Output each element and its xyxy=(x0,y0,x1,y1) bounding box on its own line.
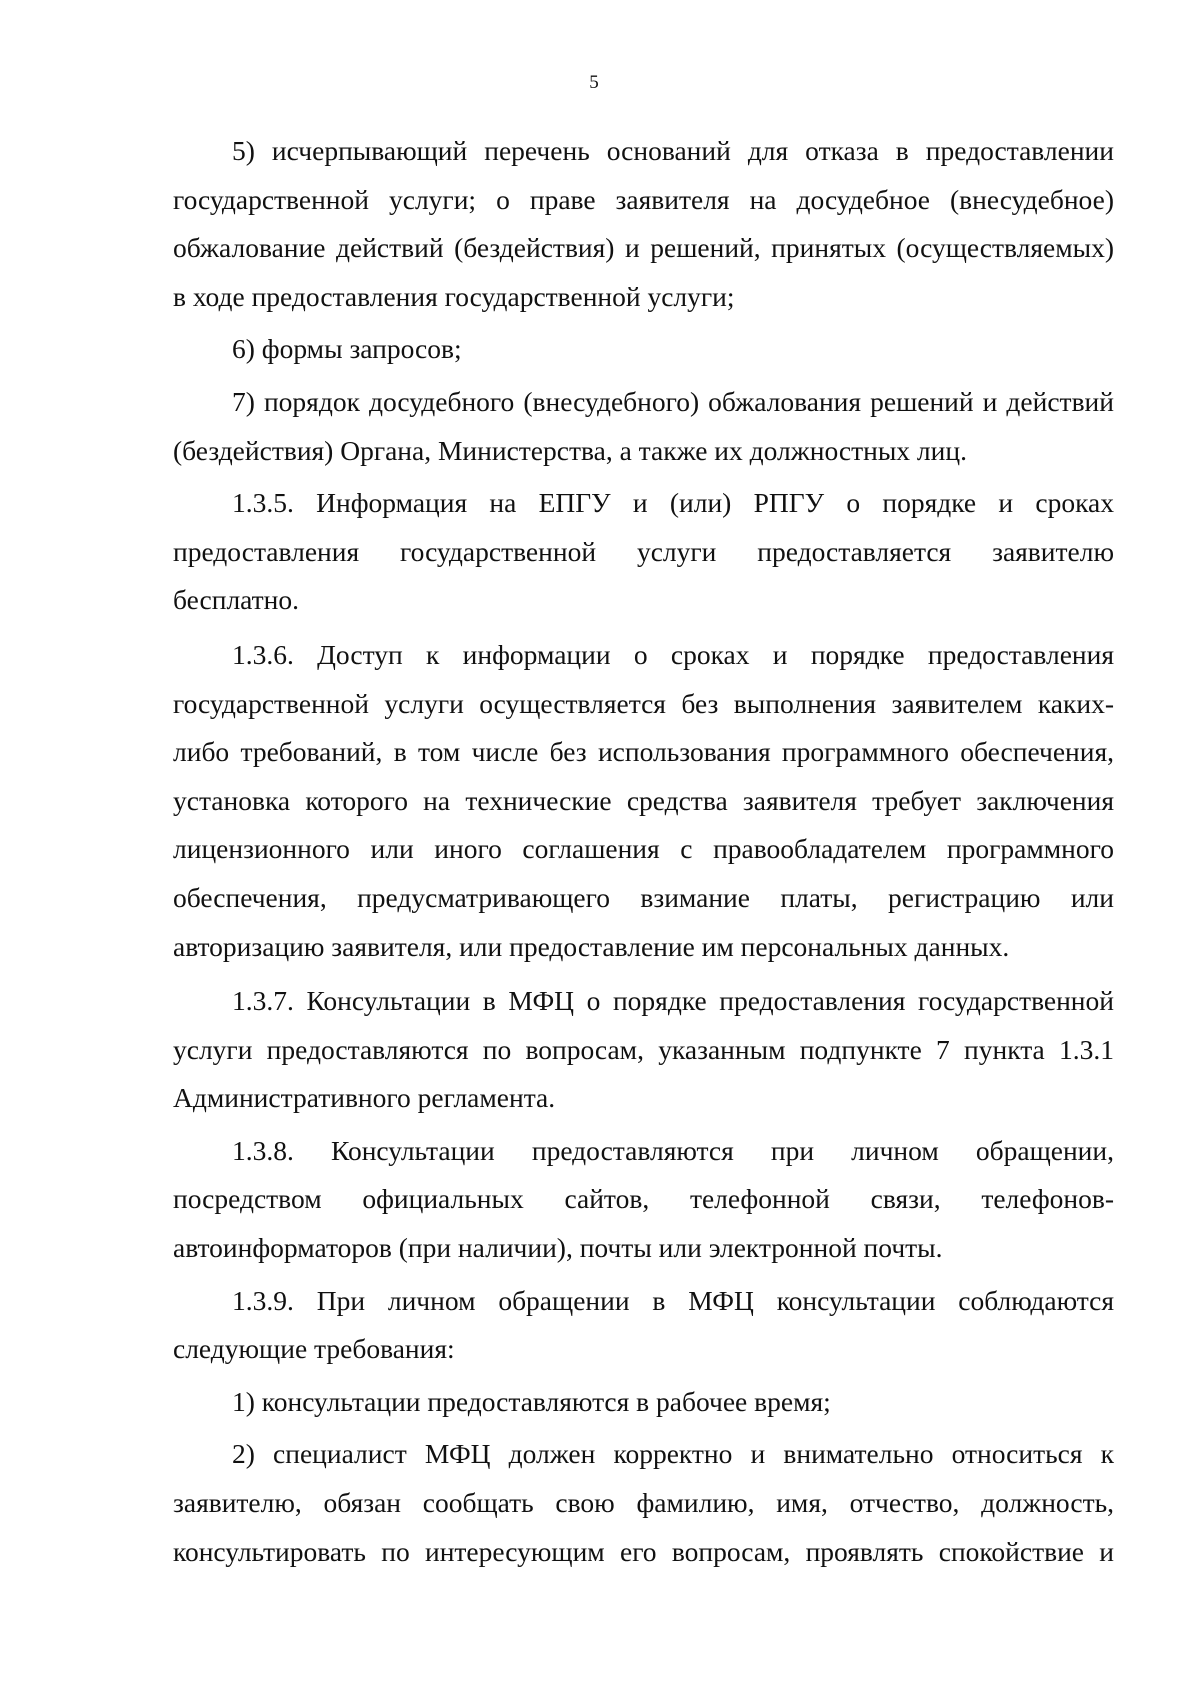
text-line: обжалование действий (бездействия) и решений, принятых (осуществляемых) xyxy=(173,232,1114,264)
text-line: либо требований, в том числе без использования программного обеспечения, xyxy=(173,736,1114,768)
text-line: в ходе предоставления государственной услуги; xyxy=(173,280,735,312)
paragraph xyxy=(173,378,1114,475)
text-line: следующие требования: xyxy=(173,1333,455,1365)
text-line: 1.3.9. При личном обращении в МФЦ консультации соблюдаются xyxy=(232,1284,1114,1316)
text-line: лицензионного или иного соглашения с правообладателем программного xyxy=(173,833,1114,865)
paragraph xyxy=(173,325,1114,374)
text-line: услуги предоставляются по вопросам, указанным подпункте 7 пункта 1.3.1 xyxy=(173,1033,1114,1065)
text-line: государственной услуги осуществляется без выполнения заявителем каких- xyxy=(173,687,1114,719)
paragraph xyxy=(173,1430,1114,1576)
paragraph xyxy=(173,631,1114,971)
text-line: 1.3.8. Консультации предоставляются при личном обращении, xyxy=(232,1134,1114,1166)
text-line: 1) консультации предоставляются в рабочее время; xyxy=(232,1385,831,1417)
paragraph xyxy=(173,479,1114,625)
document-body xyxy=(173,127,1114,1576)
text-line: 7) порядок досудебного (внесудебного) обжалования решений и действий xyxy=(232,385,1114,417)
text-line: 1.3.5. Информация на ЕПГУ и (или) РПГУ о порядке и сроках xyxy=(232,487,1114,519)
text-line: бесплатно. xyxy=(173,584,300,616)
text-line: государственной услуги; о праве заявителя на досудебное (внесудебное) xyxy=(173,183,1114,215)
text-line: 2) специалист МФЦ должен корректно и внимательно относиться к xyxy=(232,1438,1114,1470)
text-line: консультировать по интересующим его вопросам, проявлять спокойствие и xyxy=(173,1535,1114,1567)
page-number: 5 xyxy=(589,72,599,93)
text-line: 5) исчерпывающий перечень оснований для отказа в предоставлении xyxy=(232,135,1114,166)
text-line: посредством официальных сайтов, телефонной связи, телефонов- xyxy=(173,1183,1114,1215)
text-line: заявителю, обязан сообщать свою фамилию, имя, отчество, должность, xyxy=(173,1487,1114,1519)
text-line: 6) формы запросов; xyxy=(232,333,462,365)
text-line: обеспечения, предусматривающего взимание платы, регистрацию или xyxy=(173,881,1114,913)
text-line: авторизацию заявителя, или предоставление им персональных данных. xyxy=(173,930,1010,962)
paragraph xyxy=(173,127,1114,321)
text-line: Административного регламента. xyxy=(173,1082,556,1114)
paragraph xyxy=(173,1127,1114,1273)
text-line: 1.3.7. Консультации в МФЦ о порядке предоставления государственной xyxy=(232,985,1114,1017)
paragraph xyxy=(173,1277,1114,1374)
text-line: автоинформаторов (при наличии), почты или электронной почты. xyxy=(173,1232,943,1264)
text-line: установка которого на технические средства заявителя требует заключения xyxy=(173,784,1114,816)
text-line: 1.3.6. Доступ к информации о сроках и порядке предоставления xyxy=(232,638,1114,670)
paragraph xyxy=(173,977,1114,1123)
text-line: предоставления государственной услуги предоставляется заявителю xyxy=(173,535,1114,567)
paragraph xyxy=(173,1378,1114,1427)
text-line: (бездействия) Органа, Министерства, а также их должностных лиц. xyxy=(173,434,967,466)
